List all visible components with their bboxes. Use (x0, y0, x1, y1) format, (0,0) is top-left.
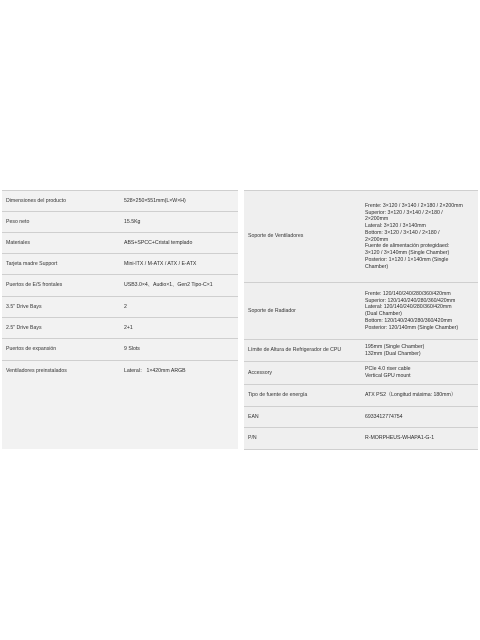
spec-row (244, 385, 478, 407)
spec-row (2, 361, 238, 383)
spec-table-right (244, 190, 478, 450)
spec-label: Puertos de expansión (2, 339, 120, 361)
spec-label: Ventiladores preinstalados (2, 361, 120, 383)
spec-label: Tipo de fuente de energía (244, 385, 361, 407)
spec-value: USB3.0×4、Audio×1、Gen2 Tipo-C×1 (120, 275, 238, 297)
spec-value: Lateral： 1×420mm ARGB (120, 361, 238, 383)
spec-row (2, 212, 238, 233)
spec-label: 2.5" Drive Bays (2, 318, 120, 339)
spec-row (244, 428, 478, 450)
spec-label: 3.5" Drive Bays (2, 297, 120, 318)
spec-row (2, 233, 238, 254)
spec-row (2, 191, 238, 212)
spec-value: 15.5Kg (120, 212, 238, 233)
spec-label: Soporte de Ventiladores (244, 191, 361, 283)
spec-row (2, 297, 238, 318)
spec-label: P/N (244, 428, 361, 450)
spec-value: 9 Slots (120, 339, 238, 361)
spec-label: Peso neto (2, 212, 120, 233)
left-table-background (2, 383, 238, 449)
spec-label: Puertos de E/S frontales (2, 275, 120, 297)
spec-label: Límite de Altura de Refrigerador de CPU (244, 340, 361, 362)
spec-table-left (2, 190, 238, 383)
spec-row (244, 407, 478, 428)
spec-row (244, 340, 478, 362)
spec-value: PCIe 4.0 riser cable Vertical GPU mount (361, 362, 478, 385)
spec-row (2, 254, 238, 275)
spec-value: 6933412774754 (361, 407, 478, 428)
spec-value: ABS+SPCC+Cristal templado (120, 233, 238, 254)
spec-row (2, 275, 238, 297)
spec-label: Tarjeta madre Support (2, 254, 120, 275)
spec-row (2, 339, 238, 361)
spec-row (244, 362, 478, 385)
spec-label: Accessory (244, 362, 361, 385)
spec-row (2, 318, 238, 339)
spec-value: 2 (120, 297, 238, 318)
spec-value: Frente: 120/140/240/280/360/420mm Superior: 120/140/240/280/360/420mm Lateral: 120/140/240/280/360/420mm (Dual Chamber) Bottom: 120/140/240/280/360/420mm Posterior: 120/140mm (Single Chamber) (361, 283, 478, 340)
spec-label: Soporte de Radiador (244, 283, 361, 340)
spec-label: EAN (244, 407, 361, 428)
spec-label: Dimensiones del producto (2, 191, 120, 212)
spec-value: 528×250×551mm(L×W×H) (120, 191, 238, 212)
spec-value: 195mm (Single Chamber) 132mm (Dual Chamber) (361, 340, 478, 362)
spec-row (244, 191, 478, 283)
spec-value: ATX PS2（Longitud máxima: 180mm） (361, 385, 478, 407)
spec-value: Frente: 3×120 / 3×140 / 2×180 / 2×200mm Superior: 3×120 / 3×140 / 2×180 / 2×200mm Lateral: 3×120 / 3×140mm Bottom: 3×120 / 3×140 / 2×180 / 2×200mm Fuente de alimentación protegidaed: 3×120 / 3×140mm (Single Chamber) Posterior: 1×120 / 1×140mm (Single Chamber) (361, 191, 478, 283)
spec-value: R-MORPHEUS-WHAPA1-G-1 (361, 428, 478, 450)
spec-value: Mini-ITX / M-ATX / ATX / E-ATX (120, 254, 238, 275)
spec-value: 2+1 (120, 318, 238, 339)
spec-label: Materiales (2, 233, 120, 254)
spec-row (244, 283, 478, 340)
